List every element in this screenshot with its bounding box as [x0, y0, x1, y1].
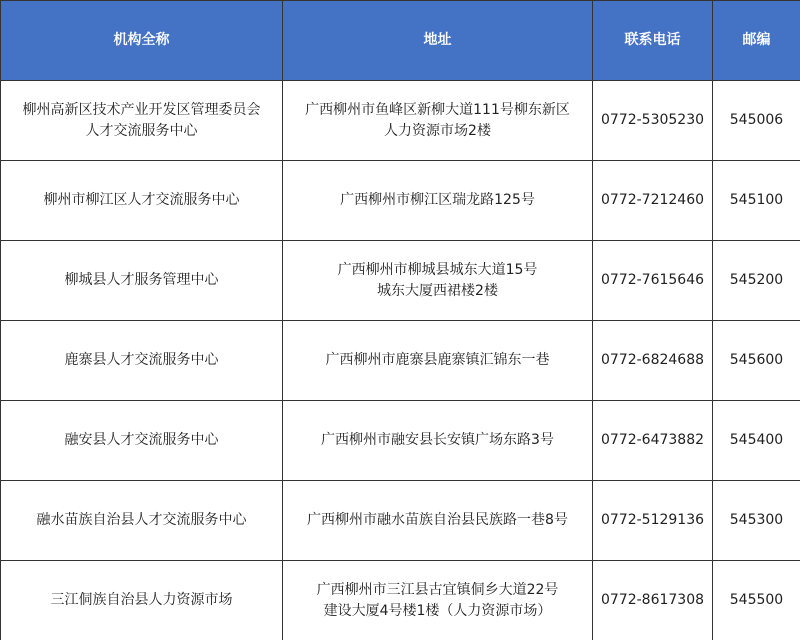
name-line: 人才交流服务中心 [85, 122, 198, 139]
table-row [1, 481, 800, 561]
name-line: 融水苗族自治县人才交流服务中心 [36, 512, 247, 528]
name-line: 柳州高新区技术产业开发区管理委员会 [22, 101, 261, 118]
cell-postcode: 545300 [713, 481, 800, 561]
cell-name [1, 161, 283, 241]
table-row [1, 561, 800, 640]
cell-phone: 0772-5305230 [593, 81, 713, 161]
cell-address [283, 401, 593, 481]
name-line: 柳城县人才服务管理中心 [64, 272, 219, 288]
table-row [1, 81, 800, 161]
header-postcode: 邮编 [713, 1, 800, 81]
header-name: 机构全称 [1, 1, 283, 81]
address-line: 广西柳州市柳江区瑞龙路125号 [340, 192, 535, 208]
cell-name [1, 561, 283, 640]
header-phone: 联系电话 [593, 1, 713, 81]
cell-address [283, 321, 593, 401]
cell-postcode: 545400 [713, 401, 800, 481]
cell-name [1, 81, 283, 161]
cell-postcode: 545600 [713, 321, 800, 401]
cell-phone: 0772-6473882 [593, 401, 713, 481]
table-row [1, 161, 800, 241]
address-line: 广西柳州市柳城县城东大道15号 [337, 261, 538, 278]
cell-phone: 0772-6824688 [593, 321, 713, 401]
name-line: 融安县人才交流服务中心 [64, 432, 219, 448]
cell-name [1, 321, 283, 401]
cell-name [1, 241, 283, 321]
cell-address [283, 481, 593, 561]
header-row [1, 1, 800, 81]
cell-address [283, 241, 593, 321]
cell-postcode: 545500 [713, 561, 800, 640]
cell-postcode: 545100 [713, 161, 800, 241]
cell-phone: 0772-7212460 [593, 161, 713, 241]
header-address: 地址 [283, 1, 593, 81]
name-line: 鹿寨县人才交流服务中心 [64, 352, 219, 368]
name-line: 三江侗族自治县人力资源市场 [50, 592, 233, 608]
address-line: 广西柳州市融水苗族自治县民族路一巷8号 [307, 512, 568, 528]
address-line: 广西柳州市三江县古宜镇侗乡大道22号 [316, 581, 559, 598]
cell-postcode: 545006 [713, 81, 800, 161]
cell-name [1, 401, 283, 481]
name-line: 柳州市柳江区人才交流服务中心 [43, 192, 240, 208]
address-line: 人力资源市场2楼 [384, 122, 491, 139]
cell-postcode: 545200 [713, 241, 800, 321]
address-line: 广西柳州市融安县长安镇广场东路3号 [321, 432, 554, 448]
cell-phone: 0772-5129136 [593, 481, 713, 561]
cell-phone: 0772-8617308 [593, 561, 713, 640]
cell-address [283, 561, 593, 640]
cell-name [1, 481, 283, 561]
address-line: 城东大厦西裙楼2楼 [377, 282, 498, 299]
address-line: 建设大厦4号楼1楼（人力资源市场） [323, 602, 552, 619]
cell-address [283, 81, 593, 161]
table-row [1, 401, 800, 481]
table-row [1, 241, 800, 321]
cell-address [283, 161, 593, 241]
address-line: 广西柳州市鹿寨县鹿寨镇汇锦东一巷 [325, 352, 550, 368]
address-line: 广西柳州市鱼峰区新柳大道111号柳东新区 [305, 101, 570, 118]
cell-phone: 0772-7615646 [593, 241, 713, 321]
table-row [1, 321, 800, 401]
